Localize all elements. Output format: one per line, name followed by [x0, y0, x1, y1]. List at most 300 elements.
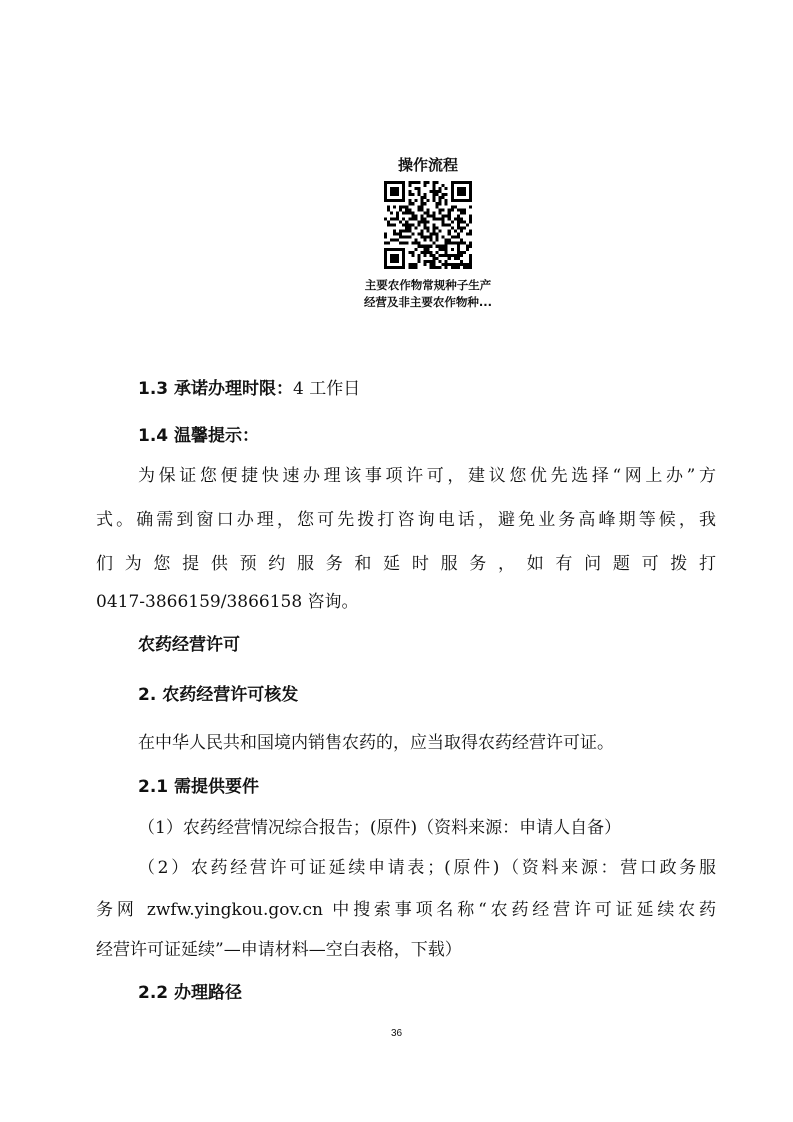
qr-module — [423, 211, 426, 214]
qr-module — [433, 184, 436, 187]
qr-module — [399, 205, 402, 208]
qr-module — [448, 239, 451, 242]
qr-module — [463, 211, 466, 214]
qr-module — [463, 220, 466, 223]
qr-module — [408, 193, 411, 196]
qr-module — [466, 266, 469, 269]
qr-module — [399, 230, 402, 233]
qr-module — [436, 217, 439, 220]
qr-code-icon[interactable] — [384, 181, 472, 269]
qr-module — [399, 220, 402, 223]
qr-module — [393, 217, 396, 220]
qr-module — [451, 227, 454, 230]
qr-module — [430, 239, 433, 242]
qr-module — [402, 217, 405, 220]
qr-module — [439, 217, 442, 220]
qr-module — [439, 260, 442, 263]
qr-module — [451, 266, 454, 269]
qr-module — [426, 211, 429, 214]
qr-module — [433, 181, 436, 184]
qr-module — [460, 254, 463, 257]
qr-module — [408, 199, 411, 202]
qr-module — [405, 205, 408, 208]
qr-module — [408, 190, 411, 193]
qr-module — [399, 242, 402, 245]
qr-module — [423, 260, 426, 263]
qr-module — [402, 205, 405, 208]
qr-module — [433, 214, 436, 217]
qr-module — [408, 211, 411, 214]
qr-module — [436, 236, 439, 239]
qr-module — [405, 230, 408, 233]
qr-module — [466, 263, 469, 266]
qr-module — [420, 214, 423, 217]
qr-module — [411, 214, 414, 217]
qr-module — [463, 263, 466, 266]
qr-module — [469, 214, 472, 217]
qr-module — [387, 208, 390, 211]
qr-module — [457, 236, 460, 239]
qr-module — [442, 193, 445, 196]
qr-module — [433, 187, 436, 190]
qr-module — [420, 205, 423, 208]
qr-module — [420, 230, 423, 233]
qr-module — [420, 245, 423, 248]
qr-module — [411, 202, 414, 205]
qr-module — [420, 199, 423, 202]
qr-module — [430, 260, 433, 263]
qr-module — [448, 263, 451, 266]
qr-module — [417, 220, 420, 223]
qr-module — [430, 214, 433, 217]
qr-module — [457, 214, 460, 217]
qr-module — [457, 220, 460, 223]
qr-module — [405, 208, 408, 211]
qr-module — [457, 208, 460, 211]
section-2-title: 2. 农药经营许可核发 — [138, 685, 299, 705]
qr-module — [399, 233, 402, 236]
qr-module — [454, 236, 457, 239]
qr-module — [414, 227, 417, 230]
qr-module — [448, 230, 451, 233]
qr-module — [408, 251, 411, 254]
qr-module — [393, 233, 396, 236]
qr-module — [439, 187, 442, 190]
qr-module — [411, 217, 414, 220]
qr-module — [405, 211, 408, 214]
qr-module — [430, 245, 433, 248]
qr-module — [414, 187, 417, 190]
qr-module — [387, 205, 390, 208]
qr-module — [445, 214, 448, 217]
section-1-3-heading — [138, 374, 360, 399]
qr-module — [439, 230, 442, 233]
qr-block — [343, 155, 513, 311]
qr-module — [402, 242, 405, 245]
qr-module — [460, 251, 463, 254]
qr-module — [442, 236, 445, 239]
qr-module — [396, 211, 399, 214]
qr-module — [457, 223, 460, 226]
qr-module — [393, 230, 396, 233]
qr-module — [463, 251, 466, 254]
qr-module — [442, 220, 445, 223]
qr-module — [405, 236, 408, 239]
qr-module — [430, 251, 433, 254]
qr-module — [439, 266, 442, 269]
qr-module — [436, 190, 439, 193]
qr-module — [408, 266, 411, 269]
qr-module — [466, 248, 469, 251]
qr-module — [442, 245, 445, 248]
qr-module — [430, 263, 433, 266]
qr-module — [414, 266, 417, 269]
section-1-4-heading: 1.4 温馨提示： — [138, 426, 260, 446]
qr-module — [448, 223, 451, 226]
qr-module — [436, 227, 439, 230]
qr-module — [417, 187, 420, 190]
qr-module — [433, 257, 436, 260]
section-1-3-label: 1.3 承诺办理时限： — [138, 379, 294, 399]
qr-module — [433, 233, 436, 236]
qr-module — [469, 233, 472, 236]
qr-module — [426, 260, 429, 263]
tip-line-2: 式。确需到窗口办理，您可先拨打咨询电话，避免业务高峰期等候，我 — [96, 510, 716, 530]
qr-module — [417, 181, 420, 184]
qr-module — [390, 223, 393, 226]
qr-module — [466, 223, 469, 226]
qr-module — [426, 245, 429, 248]
qr-module — [439, 254, 442, 257]
qr-module — [433, 227, 436, 230]
qr-module — [433, 193, 436, 196]
qr-module — [430, 236, 433, 239]
qr-module — [457, 266, 460, 269]
qr-module — [439, 190, 442, 193]
qr-module — [426, 199, 429, 202]
qr-module — [402, 236, 405, 239]
qr-module — [408, 202, 411, 205]
qr-module — [451, 236, 454, 239]
qr-module — [433, 260, 436, 263]
qr-module — [405, 227, 408, 230]
qr-module — [420, 220, 423, 223]
qr-module — [426, 208, 429, 211]
qr-module — [436, 233, 439, 236]
qr-module — [426, 227, 429, 230]
qr-module — [417, 260, 420, 263]
qr-module — [469, 257, 472, 260]
qr-module — [454, 230, 457, 233]
section-2-intro: 在中华人民共和国境内销售农药的，应当取得农药经营许可证。 — [138, 733, 614, 753]
qr-module — [469, 217, 472, 220]
qr-module — [469, 260, 472, 263]
qr-module — [417, 190, 420, 193]
qr-module — [426, 236, 429, 239]
qr-module — [420, 233, 423, 236]
qr-caption-line-1: 主要农作物常规种子生产 — [364, 278, 492, 292]
qr-module — [448, 211, 451, 214]
category-title: 农药经营许可 — [138, 635, 240, 655]
qr-module — [417, 242, 420, 245]
qr-module — [448, 214, 451, 217]
qr-module — [390, 217, 393, 220]
requirement-item-1: （1）农药经营情况综合报告；(原件)（资料来源：申请人自备） — [138, 818, 622, 838]
qr-module — [402, 211, 405, 214]
qr-alignment-pattern — [451, 248, 454, 251]
qr-module — [411, 181, 414, 184]
qr-module — [454, 217, 457, 220]
qr-module — [414, 181, 417, 184]
qr-module — [451, 220, 454, 223]
qr-module — [399, 236, 402, 239]
qr-module — [417, 257, 420, 260]
qr-module — [445, 239, 448, 242]
requirement-item-2-line-1: （2）农药经营许可证延续申请表；(原件)（资料来源：营口政务服 — [138, 858, 716, 878]
qr-module — [411, 251, 414, 254]
qr-module — [436, 257, 439, 260]
qr-module — [463, 227, 466, 230]
qr-module — [460, 227, 463, 230]
qr-module — [469, 242, 472, 245]
qr-module — [439, 199, 442, 202]
qr-module — [408, 263, 411, 266]
qr-module — [442, 223, 445, 226]
qr-module — [423, 217, 426, 220]
qr-module — [469, 266, 472, 269]
qr-module — [451, 208, 454, 211]
qr-module — [466, 245, 469, 248]
qr-module — [405, 220, 408, 223]
qr-module — [460, 230, 463, 233]
qr-module — [420, 196, 423, 199]
qr-title: 操作流程 — [397, 156, 458, 174]
qr-module — [411, 223, 414, 226]
qr-module — [436, 193, 439, 196]
qr-module — [426, 220, 429, 223]
qr-module — [387, 223, 390, 226]
qr-module — [445, 187, 448, 190]
qr-module — [420, 236, 423, 239]
qr-module — [417, 223, 420, 226]
qr-module — [469, 245, 472, 248]
qr-module — [411, 242, 414, 245]
qr-module — [420, 217, 423, 220]
qr-module — [426, 230, 429, 233]
qr-module — [433, 196, 436, 199]
qr-module — [423, 223, 426, 226]
qr-module — [396, 214, 399, 217]
qr-module — [442, 254, 445, 257]
qr-module — [420, 251, 423, 254]
qr-module — [445, 266, 448, 269]
qr-module — [436, 181, 439, 184]
page-number: 36 — [390, 1028, 403, 1039]
qr-module — [405, 242, 408, 245]
requirement-item-2-line-2: 务网 zwfw.yingkou.gov.cn 中搜索事项名称“农药经营许可证延续农药 — [96, 900, 716, 920]
qr-module — [384, 217, 387, 220]
qr-caption — [343, 277, 513, 311]
qr-module — [396, 217, 399, 220]
qr-module — [390, 211, 393, 214]
qr-module — [402, 230, 405, 233]
qr-module — [442, 208, 445, 211]
qr-module — [387, 220, 390, 223]
qr-module — [466, 233, 469, 236]
qr-module — [436, 245, 439, 248]
qr-module — [417, 193, 420, 196]
qr-module — [460, 211, 463, 214]
qr-module — [430, 266, 433, 269]
qr-module — [451, 205, 454, 208]
qr-module — [417, 205, 420, 208]
qr-module — [463, 242, 466, 245]
qr-module — [454, 257, 457, 260]
tip-line-1: 为保证您便捷快速办理该事项许可，建议您优先选择“网上办”方 — [138, 466, 716, 486]
qr-module — [423, 227, 426, 230]
qr-module — [411, 263, 414, 266]
qr-module — [460, 217, 463, 220]
qr-module — [423, 251, 426, 254]
qr-module — [423, 248, 426, 251]
qr-module — [414, 248, 417, 251]
qr-module — [460, 260, 463, 263]
qr-module — [408, 223, 411, 226]
qr-module — [417, 245, 420, 248]
qr-module — [408, 217, 411, 220]
qr-module — [430, 190, 433, 193]
qr-module — [433, 263, 436, 266]
qr-module — [445, 223, 448, 226]
qr-module — [448, 233, 451, 236]
qr-module — [436, 205, 439, 208]
qr-module — [439, 196, 442, 199]
qr-module — [433, 242, 436, 245]
qr-module — [442, 196, 445, 199]
qr-module — [423, 193, 426, 196]
qr-module — [396, 239, 399, 242]
qr-module — [423, 202, 426, 205]
qr-module — [436, 266, 439, 269]
qr-module — [445, 199, 448, 202]
qr-module — [442, 217, 445, 220]
qr-module — [457, 227, 460, 230]
qr-module — [393, 239, 396, 242]
qr-module — [420, 208, 423, 211]
qr-module — [423, 196, 426, 199]
qr-module — [414, 199, 417, 202]
qr-module — [463, 208, 466, 211]
qr-module — [469, 205, 472, 208]
qr-module — [460, 242, 463, 245]
qr-module — [423, 245, 426, 248]
qr-module — [469, 230, 472, 233]
qr-module — [423, 239, 426, 242]
qr-module — [445, 260, 448, 263]
qr-module — [445, 263, 448, 266]
qr-module — [426, 248, 429, 251]
qr-module — [442, 263, 445, 266]
qr-module — [469, 263, 472, 266]
qr-module — [457, 233, 460, 236]
qr-module — [430, 254, 433, 257]
qr-module — [442, 248, 445, 251]
qr-module — [454, 205, 457, 208]
qr-module — [433, 190, 436, 193]
qr-module — [451, 263, 454, 266]
qr-module — [433, 266, 436, 269]
qr-module — [454, 266, 457, 269]
qr-module — [399, 208, 402, 211]
qr-module — [423, 220, 426, 223]
qr-module — [433, 217, 436, 220]
qr-module — [411, 193, 414, 196]
qr-module — [433, 254, 436, 257]
qr-module — [454, 263, 457, 266]
tip-line-4: 0417-3866159/3866158 咨询。 — [96, 592, 359, 612]
qr-module — [460, 263, 463, 266]
qr-module — [414, 214, 417, 217]
qr-module — [457, 217, 460, 220]
qr-module — [436, 202, 439, 205]
qr-module — [423, 254, 426, 257]
qr-module — [405, 223, 408, 226]
qr-module — [414, 239, 417, 242]
qr-module — [396, 233, 399, 236]
qr-module — [414, 263, 417, 266]
qr-module — [417, 208, 420, 211]
qr-module — [411, 233, 414, 236]
qr-module — [433, 230, 436, 233]
qr-module — [408, 236, 411, 239]
qr-module — [460, 208, 463, 211]
qr-module — [417, 233, 420, 236]
qr-module — [393, 223, 396, 226]
qr-module — [402, 223, 405, 226]
qr-module — [436, 251, 439, 254]
qr-module — [387, 242, 390, 245]
qr-caption-line-2: 经营及非主要农作物种... — [363, 295, 493, 309]
section-2-2-title: 2.2 办理路径 — [138, 983, 243, 1003]
qr-module — [448, 208, 451, 211]
qr-module — [426, 251, 429, 254]
qr-module — [414, 217, 417, 220]
qr-module — [439, 202, 442, 205]
qr-module — [411, 211, 414, 214]
qr-module — [423, 181, 426, 184]
qr-module — [439, 245, 442, 248]
qr-module — [433, 223, 436, 226]
qr-module — [439, 211, 442, 214]
requirement-item-2-line-3: 经营许可证延续”—申请材料—空白表格，下载） — [96, 940, 462, 960]
qr-module — [445, 193, 448, 196]
qr-module — [426, 214, 429, 217]
qr-module — [411, 266, 414, 269]
section-2-1-title: 2.1 需提供要件 — [138, 777, 260, 797]
qr-module — [414, 242, 417, 245]
qr-module — [433, 199, 436, 202]
tip-line-3: 们为您提供预约服务和延时服务，如有问题可拨打 — [96, 554, 716, 574]
qr-module — [426, 181, 429, 184]
qr-module — [384, 233, 387, 236]
qr-module — [460, 220, 463, 223]
qr-module — [430, 233, 433, 236]
qr-module — [390, 239, 393, 242]
qr-module — [408, 208, 411, 211]
qr-module — [417, 254, 420, 257]
qr-module — [408, 227, 411, 230]
qr-module — [448, 217, 451, 220]
